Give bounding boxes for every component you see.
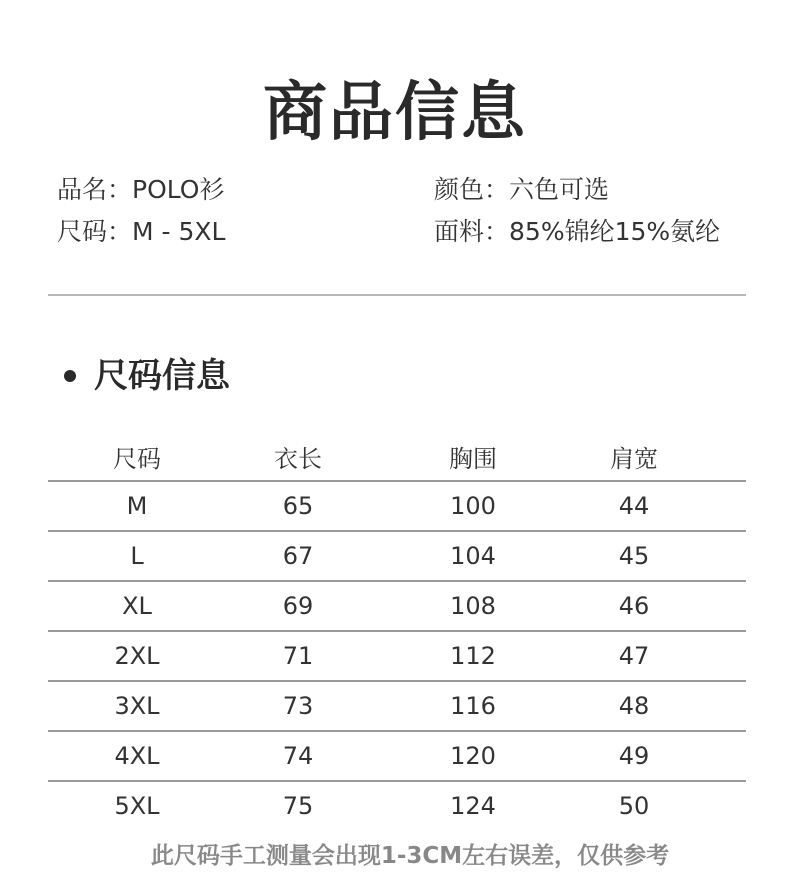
table-cell: 71 xyxy=(282,642,314,670)
table-cell: 45 xyxy=(618,542,650,570)
header-cell: 胸围 xyxy=(449,445,497,473)
product-color-label: 颜色： xyxy=(434,175,510,204)
size-table xyxy=(48,438,746,830)
product-color-value: 六色可选 xyxy=(509,175,610,204)
table-cell: 47 xyxy=(618,642,650,670)
table-cell: 69 xyxy=(282,592,314,620)
section-title: 尺码信息 xyxy=(94,356,230,396)
table-cell: 50 xyxy=(618,792,650,820)
header-cell: 衣长 xyxy=(274,445,322,473)
table-row xyxy=(48,682,746,730)
table-cell: 48 xyxy=(618,692,650,720)
product-name-value: POLO衫 xyxy=(132,175,225,204)
table-cell: 44 xyxy=(618,492,650,520)
bullet-icon xyxy=(64,370,76,382)
table-cell: 46 xyxy=(618,592,650,620)
table-row xyxy=(48,532,746,580)
table-cell: 75 xyxy=(282,792,314,820)
table-cell: 120 xyxy=(450,742,496,770)
product-size-label: 尺码： xyxy=(57,217,133,246)
product-fabric-label: 面料： xyxy=(434,217,510,246)
table-cell: 108 xyxy=(450,592,496,620)
product-fabric xyxy=(434,214,720,250)
table-cell: XL xyxy=(122,592,152,620)
table-cell: 67 xyxy=(282,542,314,570)
product-size-value: M - 5XL xyxy=(132,217,226,246)
section-divider xyxy=(48,294,746,296)
table-cell: 49 xyxy=(618,742,650,770)
table-cell: 65 xyxy=(282,492,314,520)
header-cell: 肩宽 xyxy=(610,445,658,473)
table-header xyxy=(48,438,746,480)
table-cell: 116 xyxy=(450,692,496,720)
table-cell: 104 xyxy=(450,542,496,570)
measurement-note: 此尺码手工测量会出现1-3CM左右误差，仅供参考 xyxy=(150,843,670,869)
table-cell: 124 xyxy=(450,792,496,820)
table-row xyxy=(48,582,746,630)
product-name xyxy=(57,172,224,208)
product-color xyxy=(434,172,609,208)
table-cell: 74 xyxy=(282,742,314,770)
table-cell: L xyxy=(130,542,144,570)
header-cell: 尺码 xyxy=(113,445,161,473)
table-row xyxy=(48,782,746,830)
table-cell: 4XL xyxy=(114,742,160,770)
table-row xyxy=(48,732,746,780)
product-fabric-value: 85%锦纶15%氨纶 xyxy=(509,217,721,246)
table-row xyxy=(48,482,746,530)
table-row xyxy=(48,632,746,680)
table-cell: M xyxy=(126,492,148,520)
table-cell: 73 xyxy=(282,692,314,720)
section-heading xyxy=(64,352,230,400)
product-name-label: 品名： xyxy=(57,175,133,204)
table-cell: 100 xyxy=(450,492,496,520)
table-cell: 2XL xyxy=(114,642,160,670)
table-cell: 5XL xyxy=(114,792,160,820)
table-cell: 112 xyxy=(450,642,496,670)
product-size xyxy=(57,214,225,250)
page-title: 商品信息 xyxy=(263,76,527,150)
table-cell: 3XL xyxy=(114,692,160,720)
